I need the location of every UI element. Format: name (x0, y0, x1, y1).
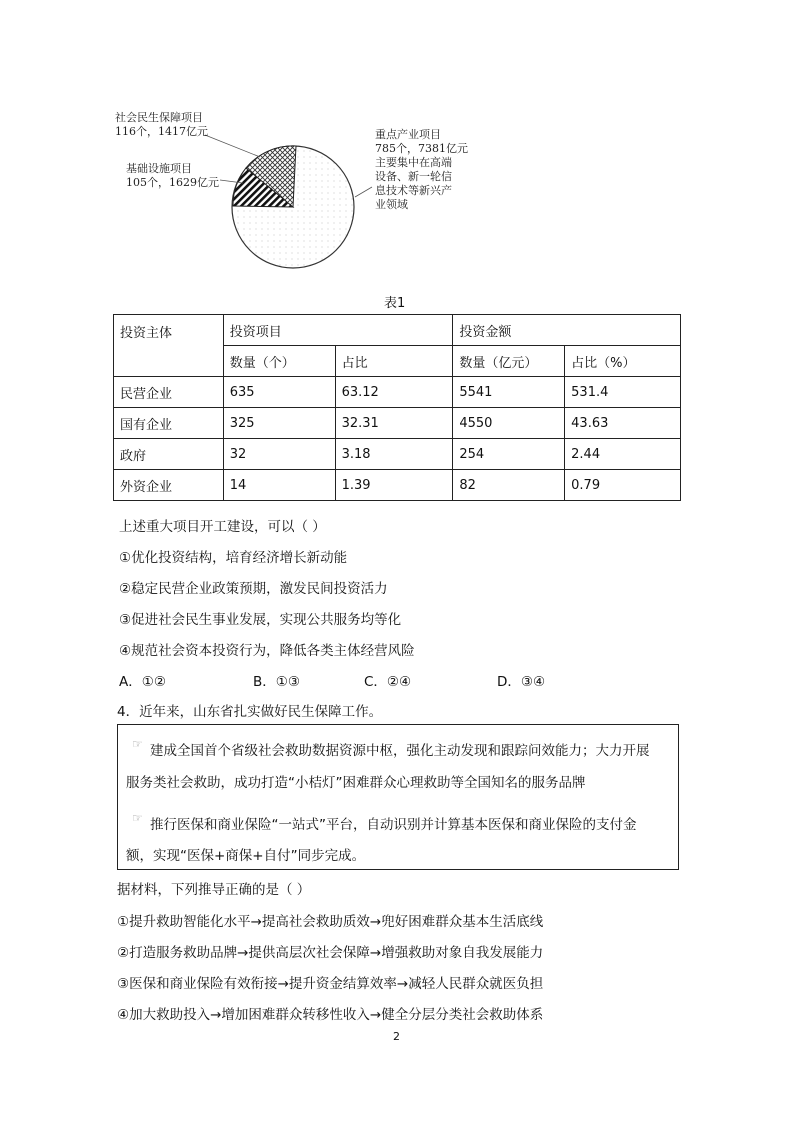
pie-label-social: 社会民生保障项目 116个，1417亿元 (115, 111, 208, 138)
q3-item-3: ③促进社会民生事业发展，实现公共服务均等化 (119, 612, 402, 628)
header-money-share: 占比（%） (565, 346, 681, 377)
material-line-3: 推行医保和商业保险“一站式”平台，自动识别并计算基本医保和商业保险的支付金 (150, 817, 637, 833)
q3-option-b: B．①③ (253, 674, 300, 690)
q3-item-1: ①优化投资结构，培育经济增长新动能 (119, 550, 348, 566)
q3-option-a: A．①② (119, 674, 166, 690)
table-row: 外资企业 14 1.39 82 0.79 (114, 470, 681, 501)
pointing-hand-icon: ☞ (132, 811, 143, 825)
q3-option-c: C．②④ (364, 674, 412, 690)
header-count-share: 占比 (335, 346, 453, 377)
table-row: 民营企业 635 63.12 5541 531.4 (114, 377, 681, 408)
table-row: 国有企业 325 32.31 4550 43.63 (114, 408, 681, 439)
q4-title: 4．近年来，山东省扎实做好民生保障工作。 (117, 704, 383, 720)
pointing-hand-icon: ☞ (132, 737, 143, 751)
q3-stem: 上述重大项目开工建设，可以（ ） (119, 519, 326, 535)
pie-label-key-industry: 重点产业项目 785个，7381亿元 主要集中在高端 设备、新一轮信 息技术等新兴产 业领域 (375, 128, 468, 211)
header-amount: 投资金额 (453, 315, 681, 346)
q4-item-4: ④加大救助投入→增加困难群众转移性收入→健全分层分类社会救助体系 (117, 1007, 544, 1023)
table-row: 政府 32 3.18 254 2.44 (114, 439, 681, 470)
q4-item-2: ②打造服务救助品牌→提供高层次社会保障→增强救助对象自我发展能力 (117, 945, 544, 961)
header-subject: 投资主体 (114, 315, 224, 377)
table-caption: 表1 (384, 296, 406, 311)
q3-item-4: ④规范社会资本投资行为，降低各类主体经营风险 (119, 643, 415, 659)
material-line-2: 服务类社会救助，成功打造“小桔灯”困难群众心理救助等全国知名的服务品牌 (126, 775, 586, 791)
header-money: 数量（亿元） (453, 346, 565, 377)
header-projects: 投资项目 (223, 315, 453, 346)
q4-item-1: ①提升救助智能化水平→提高社会救助质效→兜好困难群众基本生活底线 (117, 914, 544, 930)
q4-item-3: ③医保和商业保险有效衔接→提升资金结算效率→减轻人民群众就医负担 (117, 976, 544, 992)
q3-option-d: D．③④ (497, 674, 546, 690)
q4-stem: 据材料，下列推导正确的是（ ） (117, 882, 311, 898)
q3-item-2: ②稳定民营企业政策预期，激发民间投资活力 (119, 581, 388, 597)
investment-table (113, 314, 681, 501)
header-count: 数量（个） (223, 346, 335, 377)
material-line-1: 建成全国首个省级社会救助数据资源中枢，强化主动发现和跟踪问效能力；大力开展 (150, 743, 650, 759)
material-box (117, 724, 679, 870)
material-line-4: 额，实现“医保+商保+自付”同步完成。 (126, 848, 366, 864)
page-number: 2 (393, 1030, 400, 1043)
pie-label-infrastructure: 基础设施项目 105个，1629亿元 (126, 162, 219, 189)
